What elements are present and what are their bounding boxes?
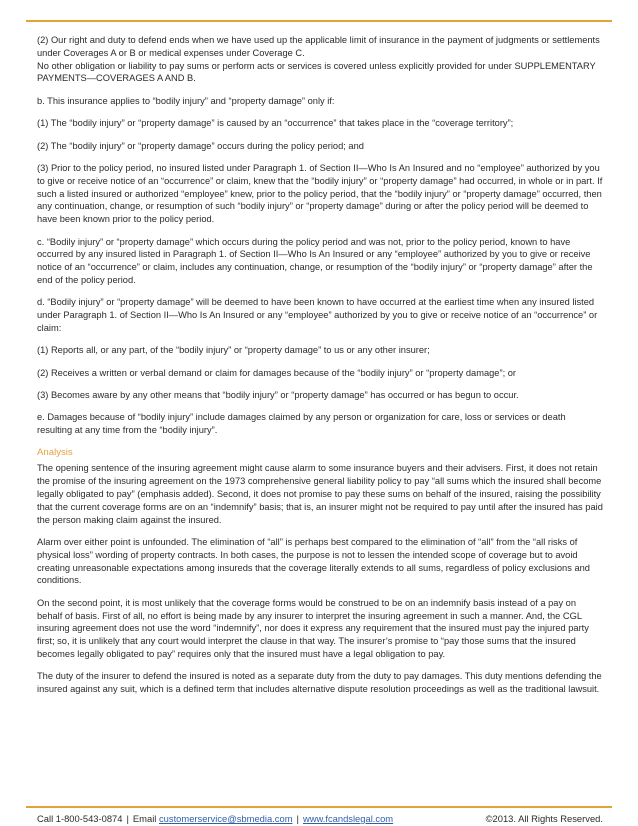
- paragraph-p-b1: (1) The “bodily injury” or “property damage” is caused by an “occurrence” that takes place in the “coverage territory”;: [37, 118, 514, 129]
- analysis-heading: Analysis: [37, 446, 73, 458]
- paragraph-p-d2: (2) Receives a written or verbal demand or claim for damages because of the “bodily injury” or “property damage”; or: [37, 367, 517, 378]
- website-link[interactable]: www.fcandslegal.com: [302, 813, 394, 824]
- paragraph-p-other: No other obligation or liability to pay sums or perform acts or services is covered unless explicitly provided for under SUPPLEMENTARY PAYMENTS—COVERAGES A AND B.: [37, 60, 596, 84]
- paragraph-p-b2: (2) The “bodily injury” or “property damage” occurs during the policy period; and: [37, 140, 364, 151]
- paragraph-p-b3: (3) Prior to the policy period, no insured listed under Paragraph 1. of Section II—Who Is An Insured and no “employee” authorized by you to give or receive notice of an “occurrence” or claim, knew that the “bodily injury” or “property damage” had occurred, in whole or in part. If such a listed insured or authorized “employee” knew, prior to the policy period, that the “bodily injury” or “property damage” occurred, then any continuation, change, or resumption of such “bodily injury” or “property damage” during or after the policy period will be deemed to have been known prior to the policy period.: [37, 162, 603, 225]
- analysis-text: [37, 462, 603, 696]
- paragraph-a-2: Alarm over either point is unfounded. The elimination of “all” is perhaps best compared to the elimination of “all” from the “all risks of physical loss” wording of property contracts. In both cases, the purpose is not to lessen the intended scope of coverage but to avoid creating unreasonable expectations among insureds that the coverage literally extends to all sums, regardless of policy exclusions and conditions.: [37, 537, 590, 586]
- document-body: [37, 34, 603, 706]
- copyright-text: ©2013. All Rights Reserved.: [485, 813, 603, 824]
- page-footer: [37, 813, 603, 824]
- paragraph-p-d: d. “Bodily injury” or “property damage” will be deemed to have been known to have occurred at the earliest time when any insured listed under Paragraph 1. of Section II—Who Is An Insured or any “employee” authorized by you to give or receive notice of an “occurrence” or claim:: [37, 297, 598, 333]
- bottom-rule: [26, 806, 612, 808]
- paragraph-a-3: On the second point, it is most unlikely that the coverage forms would be construed to be on an indemnify basis instead of a pay on behalf of basis. First of all, no effort is being made by any insurer to interpret the insuring agreement in such a manner. And, the CGL insuring agreement does not use the word “indemnify”, nor does it express any requirement that the insured must pay the injured party first; so, it is unlikely that any court would interpret the clause in that way. The insurer’s promise to “pay those sums that the insured becomes legally obligated to pay” requires only that the insured must have a legal obligation to pay.: [37, 597, 589, 659]
- contact-info: [37, 813, 393, 824]
- paragraph-p-d3: (3) Becomes aware by any other means that “bodily injury” or “property damage” has occurred or has begun to occur.: [37, 390, 519, 401]
- phone-text: Call 1-800-543-0874: [37, 813, 123, 824]
- policy-text: [37, 34, 603, 437]
- separator: |: [126, 813, 129, 824]
- top-rule: [26, 20, 612, 22]
- paragraph-a-1: The opening sentence of the insuring agreement might cause alarm to some insurance buyers and their advisers. First, it does not retain the promise of the insuring agreement on the 1973 comprehensive general liability policy to pay “all sums which the insured shall become legally obligated to pay” (emphasis added). Second, it does not promise to pay these sums on behalf of the insured, raising the possibility that the current coverage forms are on an “indemnify” basis; that is, an insurer might not be required to pay until after the insured has paid the person making claim against the insured.: [37, 463, 603, 525]
- email-label: Email: [132, 813, 157, 824]
- paragraph-a-4: The duty of the insurer to defend the insured is noted as a separate duty from the duty to pay damages. This duty mentions defending the insured against any suit, which is a defined term that includes alternative dispute resolution proceedings as well as the traditional lawsuit.: [37, 671, 602, 695]
- email-link[interactable]: customerservice@sbmedia.com: [158, 813, 293, 824]
- paragraph-p-e: e. Damages because of “bodily injury” include damages claimed by any person or organization for care, loss or services or death resulting at any time from the “bodily injury”.: [37, 412, 566, 436]
- paragraph-p-b: b. This insurance applies to “bodily injury” and “property damage” only if:: [37, 95, 335, 106]
- separator: |: [296, 813, 299, 824]
- paragraph-p-c: c. “Bodily injury” or “property damage” which occurs during the policy period and was not, prior to the policy period, known to have occurred by any insured listed in Paragraph 1. of Section II—Who Is An Insured or any “employee” authorized by you to give or receive notice of an “occurrence” or claim, includes any continuation, change, or resumption of the “bodily injury” or “property damage” after the end of the policy period.: [37, 236, 593, 285]
- paragraph-p-d1: (1) Reports all, or any part, of the “bodily injury” or “property damage” to us or any other insurer;: [37, 345, 430, 356]
- paragraph-p-2: (2) Our right and duty to defend ends when we have used up the applicable limit of insurance in the payment of judgments or settlements under Coverages A or B or medical expenses under Coverage C.: [37, 35, 600, 58]
